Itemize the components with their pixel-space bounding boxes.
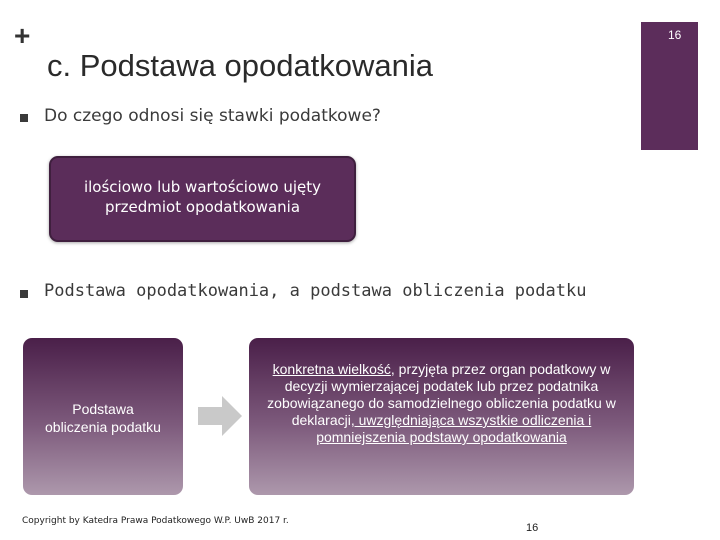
bullet-marker bbox=[20, 114, 28, 122]
plus-icon: + bbox=[14, 20, 31, 51]
right-arrow-icon bbox=[198, 396, 242, 436]
left-box-text bbox=[23, 400, 183, 436]
slide-title: c. Podstawa opodatkowania bbox=[47, 48, 434, 83]
copyright-footer: Copyright by Katedra Prawa Podatkowego W.P. UwB 2017 r. bbox=[22, 516, 289, 526]
callout-line-1: ilościowo lub wartościowo ujęty bbox=[83, 178, 322, 196]
definition-box bbox=[249, 338, 634, 495]
tax-calculation-base-box bbox=[23, 338, 183, 495]
left-box-line-1: Podstawa bbox=[72, 401, 134, 417]
bullet-marker bbox=[20, 290, 28, 298]
definition-term: konkretna wielkość bbox=[272, 361, 391, 377]
answer-callout bbox=[49, 156, 356, 242]
left-box-line-2: obliczenia podatku bbox=[45, 419, 161, 435]
definition-tail: , uwzględniająca wszystkie odliczenia i pomniejszenia podstawy opodatkowania bbox=[316, 412, 592, 445]
callout-text bbox=[51, 177, 354, 217]
bullet-comparison: Podstawa opodatkowania, a podstawa obliczenia podatku bbox=[44, 281, 587, 301]
bullet-question: Do czego odnosi się stawki podatkowe? bbox=[44, 106, 381, 126]
slide-number-top: 16 bbox=[668, 28, 682, 42]
definition-text bbox=[253, 361, 630, 446]
callout-line-2: przedmiot opodatkowania bbox=[104, 198, 301, 216]
definition-body: , przyjęta przez organ podatkowy w decyzji wymierzającej podatek lub przez podatnika zobowiązanego do samodzielnego obliczenia podatku w deklaracji bbox=[267, 361, 616, 428]
slide-number-bottom: 16 bbox=[526, 522, 539, 534]
